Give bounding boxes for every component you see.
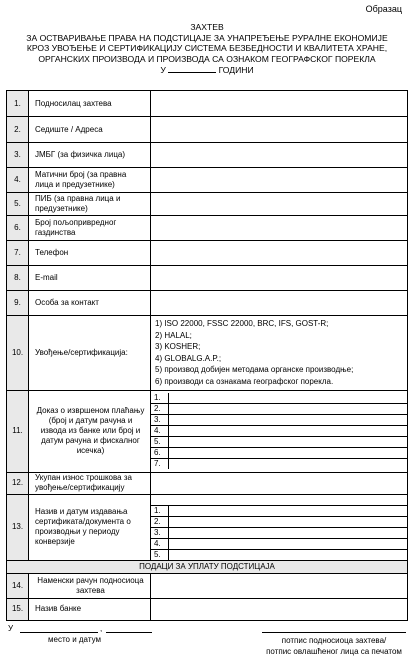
total-cost-field[interactable]	[151, 472, 408, 494]
table-row	[7, 598, 408, 620]
table-row	[7, 143, 408, 168]
row-number: 14.	[7, 573, 29, 598]
certification-option[interactable]: 1) ISO 22000, FSSC 22000, BRC, IFS, GOST-R;	[155, 319, 329, 328]
form-header	[0, 22, 414, 76]
row-label: Број пољопривредног газдинства	[29, 216, 151, 241]
item-number: 3.	[151, 415, 169, 426]
registration-number-field[interactable]	[151, 168, 408, 193]
payment-proof-field[interactable]	[169, 459, 408, 470]
farm-number-field[interactable]	[151, 216, 408, 241]
pib-field[interactable]	[151, 193, 408, 216]
header-title: ЗАХТЕВ	[190, 22, 224, 32]
row-label: Назив банке	[29, 598, 151, 620]
table-row	[7, 291, 408, 316]
payment-section-title: ПОДАЦИ ЗА УПЛАТУ ПОДСТИЦАЈА	[7, 560, 408, 573]
place-prefix: У	[8, 624, 14, 633]
item-number: 1.	[151, 393, 169, 404]
table-row	[7, 168, 408, 193]
certification-options	[151, 316, 408, 391]
payment-proof-field[interactable]	[169, 415, 408, 426]
header-line-3: КРОЗ УВОЂЕЊЕ И СЕРТИФИКАЦИЈУ СИСТЕМА БЕЗБЕДНОСТИ И КВАЛИТЕТА ХРАНЕ,	[26, 43, 388, 54]
date-blank[interactable]	[106, 632, 152, 633]
certificate-field[interactable]	[169, 527, 408, 538]
contact-person-field[interactable]	[151, 291, 408, 316]
jmbg-field[interactable]	[151, 143, 408, 168]
payment-proof-field[interactable]	[169, 393, 408, 404]
certificate-field[interactable]	[169, 538, 408, 549]
item-number: 6.	[151, 448, 169, 459]
row-label: Матични број (за правна лица и предузетнике)	[29, 168, 151, 193]
payment-proof-field[interactable]	[169, 437, 408, 448]
signature-line[interactable]	[262, 632, 406, 633]
row-number: 9.	[7, 291, 29, 316]
certification-option[interactable]: 2) HALAL;	[155, 330, 192, 340]
row-label: Седиште / Адреса	[29, 117, 151, 143]
email-field[interactable]	[151, 266, 408, 291]
table-row	[7, 573, 408, 598]
row-number: 11.	[7, 390, 29, 472]
bank-account-field[interactable]	[151, 573, 408, 598]
applicant-field[interactable]	[151, 91, 408, 117]
table-row	[7, 390, 408, 472]
row-label: Наменски рачун подносиоца захтева	[29, 573, 151, 598]
payment-proof-list	[151, 390, 408, 472]
comma: ,	[100, 624, 103, 633]
row-label: Назив и датум издавања сертификата/документа о производњи у периоду конверзије	[29, 494, 151, 560]
place-date-label: место и датум	[48, 635, 101, 644]
year-suffix: ГОДИНИ	[218, 65, 254, 76]
row-label: Увођење/сертификација:	[29, 316, 151, 391]
item-number: 2.	[151, 404, 169, 415]
row-number: 13.	[7, 494, 29, 560]
row-label: E-mail	[29, 266, 151, 291]
form-label: Образац	[365, 4, 402, 14]
row-number: 5.	[7, 193, 29, 216]
header-year-line	[0, 64, 414, 76]
row-label: Укупан износ трошкова за увођење/сертификацију	[29, 472, 151, 494]
year-prefix: У	[160, 65, 166, 76]
certificate-field[interactable]	[169, 505, 408, 516]
row-label: Подносилац захтева	[29, 91, 151, 117]
row-number: 7.	[7, 241, 29, 266]
row-label: Особа за контакт	[29, 291, 151, 316]
certificate-field[interactable]	[169, 516, 408, 527]
address-field[interactable]	[151, 117, 408, 143]
certification-option[interactable]: 4) GLOBALG.A.P.;	[155, 353, 222, 363]
bank-name-field[interactable]	[151, 598, 408, 620]
certification-option[interactable]: 3) KOSHER;	[155, 342, 201, 352]
row-number: 10.	[7, 316, 29, 391]
item-number: 7.	[151, 459, 169, 470]
item-number: 2.	[151, 516, 169, 527]
row-number: 8.	[7, 266, 29, 291]
phone-field[interactable]	[151, 241, 408, 266]
table-row	[7, 216, 408, 241]
header-line-2: ЗА ОСТВАРИВАЊЕ ПРАВА НА ПОДСТИЦАЈЕ ЗА УНАПРЕЂЕЊЕ РУРАЛНЕ ЕКОНОМИЈЕ	[26, 32, 388, 43]
row-number: 12.	[7, 472, 29, 494]
row-number: 3.	[7, 143, 29, 168]
table-row	[7, 193, 408, 216]
payment-proof-field[interactable]	[169, 426, 408, 437]
payment-proof-field[interactable]	[169, 404, 408, 415]
table-row	[7, 494, 408, 560]
row-label: ЈМБГ (за физичка лица)	[29, 143, 151, 168]
table-row	[7, 316, 408, 391]
row-number: 1.	[7, 91, 29, 117]
place-blank[interactable]	[20, 632, 98, 633]
table-row	[7, 266, 408, 291]
signature-label	[258, 635, 410, 657]
item-number: 1.	[151, 505, 169, 516]
item-number: 5.	[151, 437, 169, 448]
item-number: 3.	[151, 527, 169, 538]
certificate-field[interactable]	[169, 549, 408, 560]
row-number: 4.	[7, 168, 29, 193]
table-row	[7, 472, 408, 494]
header-line-4: ОРГАНСКИХ ПРОИЗВОДА И ПРОИЗВОДА СА ОЗНАКОМ ГЕОГРАФСКОГ ПОРЕКЛА	[38, 53, 376, 64]
payment-proof-field[interactable]	[169, 448, 408, 459]
row-label: Телефон	[29, 241, 151, 266]
table-row	[7, 560, 408, 573]
application-form-table	[6, 90, 408, 621]
item-number: 5.	[151, 549, 169, 560]
signature-label-1: потпис подносиоца захтева/	[281, 636, 387, 645]
row-number: 15.	[7, 598, 29, 620]
certification-option[interactable]: 5) производ добијен методама органске производње;	[155, 365, 354, 375]
row-number: 6.	[7, 216, 29, 241]
table-row	[7, 91, 408, 117]
certification-option[interactable]: 6) производи са ознакама географског порекла.	[155, 376, 334, 386]
signature-label-2: потпис овлашћеног лица са печатом	[266, 647, 402, 656]
item-number: 4.	[151, 426, 169, 437]
table-row	[7, 241, 408, 266]
certificate-list	[151, 494, 408, 560]
row-number: 2.	[7, 117, 29, 143]
year-blank[interactable]	[168, 64, 216, 73]
table-row	[7, 117, 408, 143]
item-number: 4.	[151, 538, 169, 549]
row-label: ПИБ (за правна лица и предузетнике)	[29, 193, 151, 216]
row-label: Доказ о извршеном плаћању (број и датум рачуна и извода из банке или број и датум рачуна и фискалног исечка)	[29, 390, 151, 472]
